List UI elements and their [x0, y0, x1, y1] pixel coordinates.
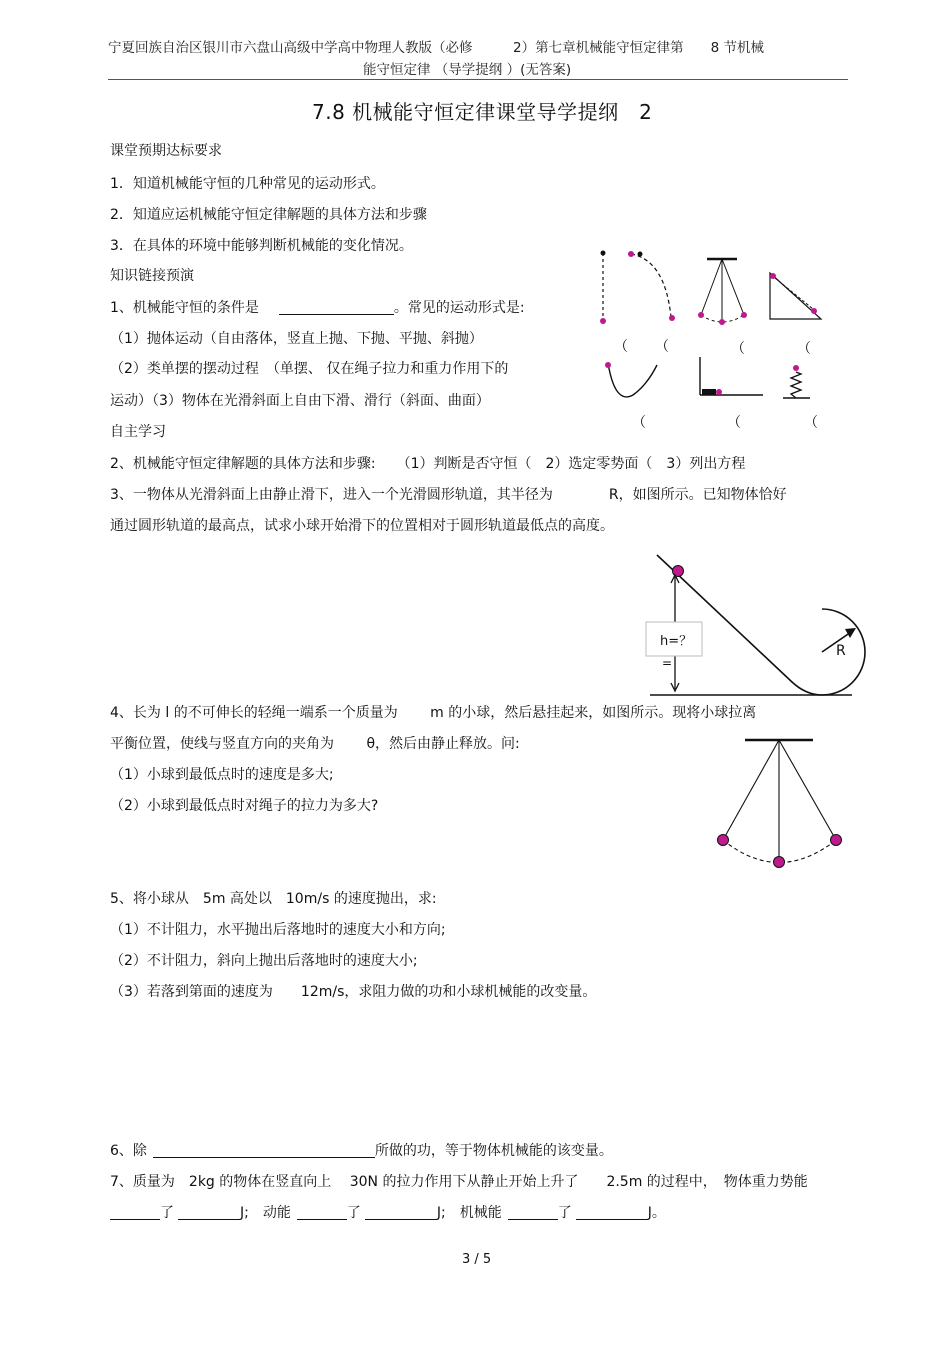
ball-icon: [716, 389, 722, 395]
pendulum-string: [722, 259, 744, 315]
question-7-line1: 7、质量为 2kg 的物体在竖直向上 30N 的拉力作用下从静止开始上升了 2.5m 的过程中， 物体重力势能: [110, 1174, 808, 1190]
question-5: 5、将小球从 5m 高处以 10m/s 的速度抛出，求:: [110, 891, 437, 907]
answer-paren: （: [655, 339, 669, 355]
answer-blank[interactable]: [576, 1205, 648, 1220]
question-4-sub2: （2）小球到最低点时对绳子的拉力为多大?: [110, 798, 379, 814]
question-7-text: J; 动能: [240, 1205, 291, 1221]
question-1-text-a: 1、机械能守恒的条件是: [110, 300, 259, 316]
page-title: 7.8 机械能守恒定律课堂导学提纲 2: [312, 100, 653, 124]
section-heading-self-study: 自主学习: [110, 424, 166, 440]
spring-block: [702, 389, 716, 395]
question-4-line2: 平衡位置，使线与竖直方向的夹角为 θ，然后由静止释放。问:: [110, 736, 520, 752]
question-4-sub1: （1）小球到最低点时的速度是多大;: [110, 767, 334, 783]
pendulum-string: [779, 740, 836, 840]
question-7-text: J。: [647, 1205, 666, 1221]
answer-paren: （: [632, 415, 646, 431]
spring-coil: [791, 372, 801, 398]
question-7-text: 了: [160, 1205, 174, 1221]
curved-surface: [608, 363, 657, 397]
answer-paren: （: [804, 415, 818, 431]
question-7-text: 了: [557, 1205, 572, 1221]
answer-paren: （: [731, 341, 745, 357]
question-4-line1: 4、长为 l 的不可伸长的轻绳一端系一个质量为 m 的小球，然后悬挂起来，如图所示。现将小球拉离: [110, 705, 757, 721]
loop-track-figure: [640, 550, 870, 700]
ball-icon: [741, 312, 747, 318]
answer-blank[interactable]: [153, 1143, 375, 1158]
question-6-text-b: 所做的功，等于物体机械能的该变量。: [374, 1143, 613, 1159]
question-5-sub3: （3）若落到第面的速度为 12m/s，求阻力做的功和小球机械能的改变量。: [110, 984, 597, 1000]
question-1-text-b: 。常见的运动形式是:: [393, 300, 525, 316]
motion-form-1: （1）抛体运动（自由落体，竖直上抛、下抛、平抛、斜抛）: [110, 331, 483, 347]
question-5-sub2: （2）不计阻力，斜向上抛出后落地时的速度大小;: [110, 953, 418, 969]
answer-blank[interactable]: [279, 300, 394, 315]
pendulum-figure: [715, 735, 850, 875]
ball-icon: [793, 365, 799, 371]
question-7-text: J; 机械能: [436, 1205, 502, 1221]
doc-header-line2: 能守恒定律 （导学提纲 ）(无答案): [363, 62, 572, 78]
radius-arrow-head: [845, 628, 856, 638]
ball-icon: [770, 273, 776, 279]
motion-form-3: 运动）（3）物体在光滑斜面上自由下滑、滑行（斜面、曲面）: [110, 393, 490, 409]
ball-icon: [628, 251, 634, 257]
incline-path: [775, 278, 813, 309]
ball-icon: [601, 251, 606, 256]
section-heading-preview: 知识链接预演: [110, 268, 194, 284]
header-rule: [108, 79, 848, 80]
ball-icon: [718, 835, 729, 846]
height-label: h=？: [660, 634, 693, 649]
answer-blank[interactable]: [365, 1205, 437, 1220]
ball-icon: [698, 312, 704, 318]
page-number: 3 / 5: [462, 1252, 492, 1267]
ball-icon: [774, 857, 785, 868]
ball-icon: [669, 315, 675, 321]
arrow-icon: [638, 252, 643, 257]
ball-icon: [719, 319, 725, 325]
question-1: [110, 297, 525, 317]
pendulum-string: [701, 259, 722, 315]
radius-label: R: [836, 643, 846, 659]
answer-paren: （: [614, 339, 628, 355]
motion-form-2: （2）类单摆的摆动过程 （单摆、 仅在绳子拉力和重力作用下的: [110, 361, 509, 377]
projectile-path: [631, 254, 671, 317]
question-3-line1: 3、一物体从光滑斜面上由静止滑下，进入一个光滑圆形轨道，其半径为 R，如图所示。已知物体恰好: [110, 487, 787, 503]
question-6: [110, 1140, 613, 1160]
height-label-eq: =: [662, 656, 673, 670]
doc-header-line1: 宁夏回族自治区银川市六盘山高级中学高中物理人教版（必修 2）第七章机械能守恒定律第 8 节机械: [108, 40, 764, 56]
answer-blank[interactable]: [178, 1205, 240, 1220]
question-7-text: 了: [346, 1205, 361, 1221]
goal-item-1: 1．知道机械能守恒的几种常见的运动形式。: [110, 176, 385, 192]
ball-icon: [605, 362, 611, 368]
ball-icon: [673, 566, 684, 577]
question-6-text-a: 6、除: [110, 1143, 147, 1159]
question-5-sub1: （1）不计阻力，水平抛出后落地时的速度大小和方向;: [110, 922, 446, 938]
answer-paren: （: [797, 341, 811, 357]
goal-item-3: 3．在具体的环境中能够判断机械能的变化情况。: [110, 238, 413, 254]
answer-blank[interactable]: [110, 1205, 160, 1220]
question-3-line2: 通过圆形轨道的最高点，试求小球开始滑下的位置相对于圆形轨道最低点的高度。: [110, 518, 614, 534]
ball-icon: [811, 308, 817, 314]
answer-paren: （: [727, 415, 741, 431]
pendulum-string: [723, 740, 779, 840]
goal-item-2: 2．知道应运机械能守恒定律解题的具体方法和步骤: [110, 207, 427, 223]
answer-blank[interactable]: [508, 1205, 558, 1220]
ball-icon: [600, 318, 606, 324]
question-7-line2: [110, 1202, 666, 1222]
ball-icon: [831, 835, 842, 846]
section-heading-goals: 课堂预期达标要求: [110, 143, 222, 159]
answer-blank[interactable]: [297, 1205, 347, 1220]
question-2: 2、机械能守恒定律解题的具体方法和步骤: （1）判断是否守恒（ 2）选定零势面（ 3）列出方程: [110, 456, 746, 472]
